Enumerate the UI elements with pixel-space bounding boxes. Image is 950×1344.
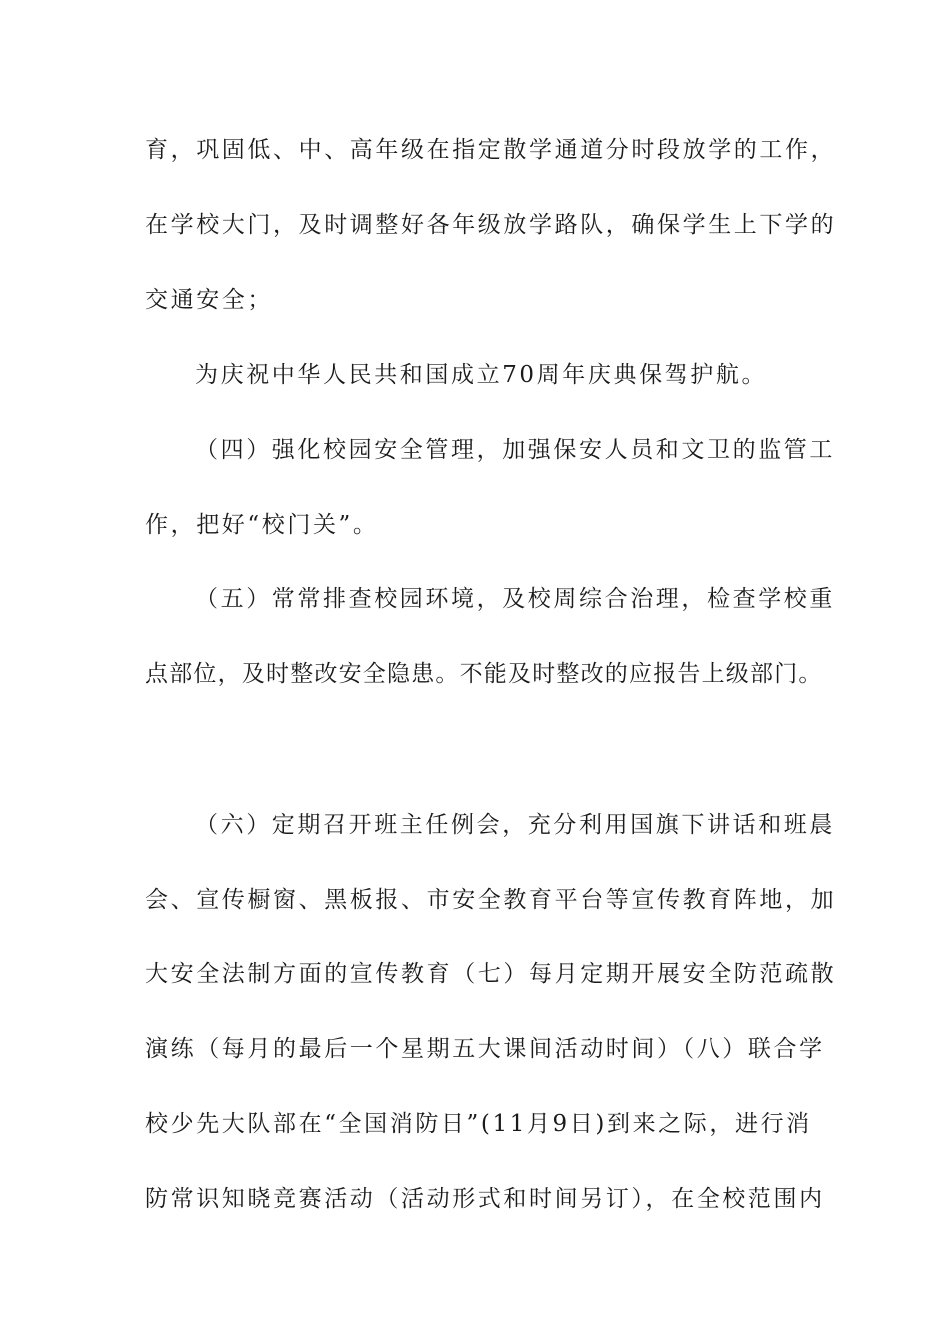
text-line-3: 交通安全； — [145, 287, 273, 313]
text-line-9: （六）定期召开班主任例会，充分利用国旗下讲话和班晨 — [195, 812, 835, 838]
text-line-8: 点部位，及时整改安全隐患。不能及时整改的应报告上级部门。 — [145, 661, 823, 687]
text-line-1: 育，巩固低、中、高年级在指定散学通道分时段放学的工作， — [145, 137, 837, 163]
text-line-5: （四）强化校园安全管理，加强保安人员和文卫的监管工 — [195, 437, 835, 463]
text-line-13: 校少先大队部在“全国消防日”(11月9日)到来之际，进行消 — [145, 1111, 812, 1137]
text-line-4: 为庆祝中华人民共和国成立70周年庆典保驾护航。 — [195, 362, 768, 388]
text-line-2: 在学校大门，及时调整好各年级放学路队，确保学生上下学的 — [145, 212, 837, 238]
text-line-14: 防常识知晓竞赛活动（活动形式和时间另订），在全校范围内 — [145, 1186, 825, 1212]
text-line-6: 作，把好“校门关”。 — [145, 512, 379, 538]
text-line-10: 会、宣传橱窗、黑板报、市安全教育平台等宣传教育阵地，加 — [145, 887, 837, 913]
text-line-12: 演练（每月的最后一个星期五大课间活动时间）（八）联合学 — [145, 1036, 825, 1062]
text-line-11: 大安全法制方面的宣传教育（七）每月定期开展安全防范疏散 — [145, 961, 837, 987]
text-line-7: （五）常常排查校园环境，及校周综合治理，检查学校重 — [195, 586, 835, 612]
